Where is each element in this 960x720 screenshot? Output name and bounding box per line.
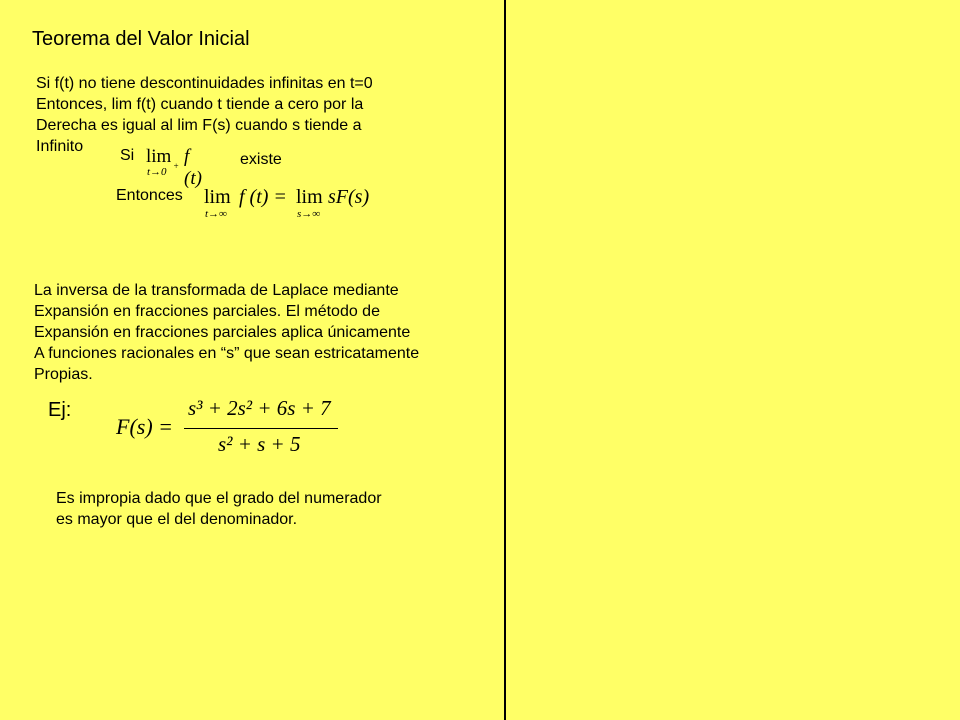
fraction-denominator: s² + s + 5: [218, 432, 301, 456]
lim-subscript: t→0: [147, 166, 167, 178]
note-line: Es impropia dado que el grado del numerador: [56, 490, 382, 507]
fraction-lhs: F(s) =: [116, 414, 173, 439]
existe-label: existe: [240, 151, 282, 168]
entonces-label: Entonces: [116, 187, 183, 204]
slide-divider: [504, 0, 506, 720]
lim-operator: lim: [146, 146, 172, 167]
lim-operator: lim: [296, 186, 323, 208]
laplace-line: Expansión en fracciones parciales. El método de: [34, 303, 380, 320]
fraction-formula: [116, 396, 346, 464]
function-expr: sF(s): [328, 186, 370, 208]
slide-title: Teorema del Valor Inicial: [32, 28, 250, 50]
laplace-paragraph: [34, 280, 504, 385]
intro-paragraph: [36, 73, 496, 157]
slide-right-panel: [506, 0, 960, 720]
function-expr: f (t) =: [239, 186, 287, 208]
intro-line: Si f(t) no tiene descontinuidades infinitas en t=0: [36, 75, 373, 92]
laplace-line: A funciones racionales en “s” que sean estricatamente: [34, 345, 420, 362]
laplace-line: Propias.: [34, 366, 93, 383]
function-expr: f (t): [184, 146, 202, 189]
laplace-line: La inversa de la transformada de Laplace mediante: [34, 282, 399, 299]
ej-label: Ej:: [48, 399, 72, 421]
fraction-bar: [184, 428, 338, 429]
lim-subscript: s→∞: [297, 208, 321, 220]
intro-line: Infinito: [36, 138, 84, 155]
laplace-line: Expansión en fracciones parciales aplica únicamente: [34, 324, 411, 341]
note-line: es mayor que el del denominador.: [56, 511, 298, 528]
intro-line: Entonces, lim f(t) cuando t tiende a cero por la: [36, 96, 364, 113]
lim-superscript: +: [173, 161, 180, 171]
fraction-numerator: s³ + 2s² + 6s + 7: [188, 396, 331, 420]
si-label: Si: [120, 147, 135, 164]
lim-subscript: t→∞: [205, 208, 227, 220]
intro-line: Derecha es igual al lim F(s) cuando s tiende a: [36, 117, 362, 134]
note-paragraph: [56, 488, 496, 530]
lim-operator: lim: [204, 186, 231, 208]
